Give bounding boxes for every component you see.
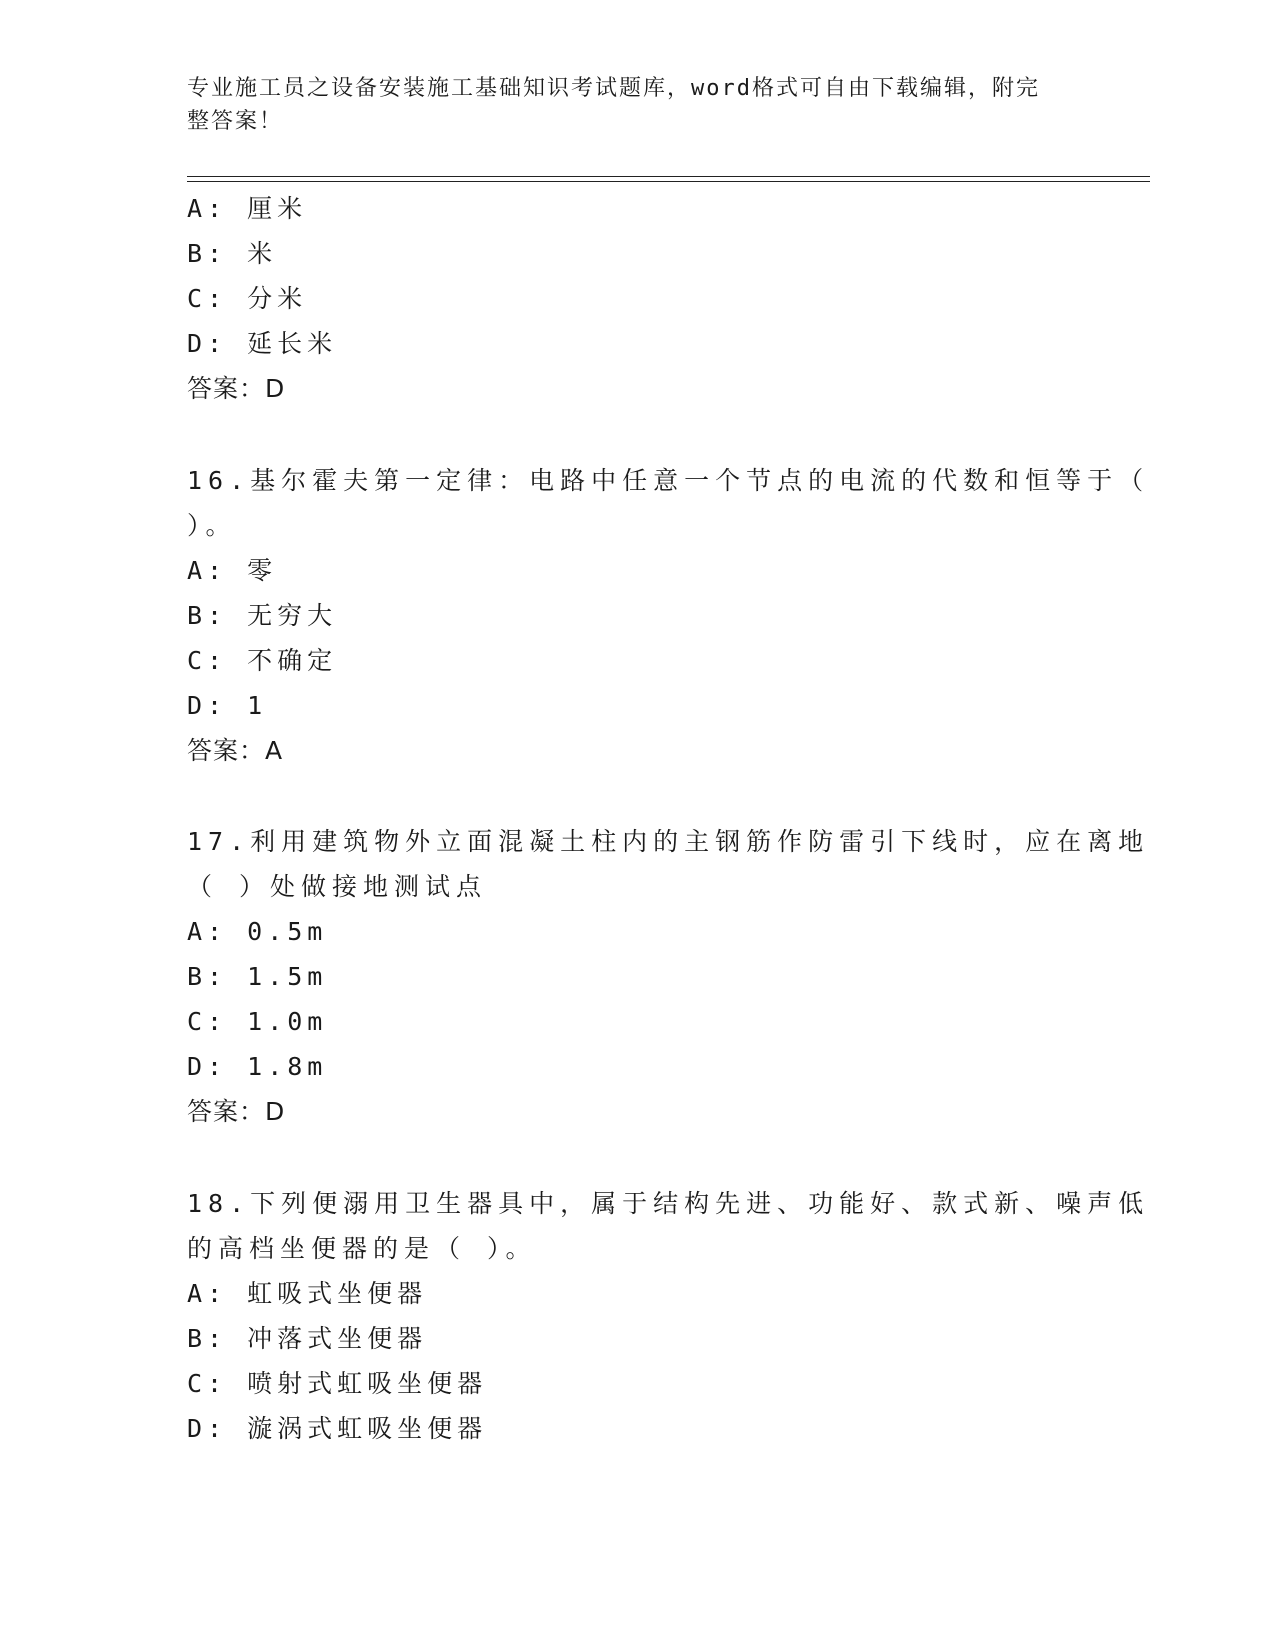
q17-option-c: C: 1.0m	[187, 1007, 328, 1036]
q16-answer: 答案：A	[187, 736, 284, 765]
q17-stem-line-1: 17.利用建筑物外立面混凝土柱内的主钢筋作防雷引下线时，应在离地	[187, 827, 1150, 856]
q17-option-b: B: 1.5m	[187, 962, 328, 991]
q17-option-a: A: 0.5m	[187, 917, 328, 946]
q17-answer: 答案：D	[187, 1097, 286, 1126]
header-line-1: 专业施工员之设备安装施工基础知识考试题库，word格式可自由下载编辑，附完	[187, 76, 1040, 101]
q18-option-b: B: 冲落式坐便器	[187, 1324, 428, 1353]
q16-stem-line-2: ）。	[187, 511, 237, 540]
q18-option-d: D: 漩涡式虹吸坐便器	[187, 1414, 488, 1443]
q16-stem-line-1: 16.基尔霍夫第一定律：电路中任意一个节点的电流的代数和恒等于（	[187, 466, 1150, 495]
q15-option-a: A: 厘米	[187, 194, 308, 223]
q15-option-b: B: 米	[187, 239, 278, 268]
q16-option-b: B: 无穷大	[187, 601, 338, 630]
q17-option-d: D: 1.8m	[187, 1052, 328, 1081]
q18-stem-line-1: 18.下列便溺用卫生器具中，属于结构先进、功能好、款式新、噪声低	[187, 1189, 1150, 1218]
header-line-2: 整答案！	[187, 109, 284, 134]
q18-stem-line-2: 的高档坐便器的是（ ）。	[187, 1234, 537, 1263]
q16-option-c: C: 不确定	[187, 646, 338, 675]
header-divider-bottom	[187, 181, 1150, 182]
q18-option-a: A: 虹吸式坐便器	[187, 1279, 428, 1308]
header-divider-top	[187, 176, 1150, 177]
document-header	[187, 72, 1067, 138]
q18-option-c: C: 喷射式虹吸坐便器	[187, 1369, 488, 1398]
q17-stem-line-2: （ ）处做接地测试点	[187, 872, 488, 901]
q16-option-d: D: 1	[187, 691, 268, 720]
q16-option-a: A: 零	[187, 556, 278, 585]
q15-option-c: C: 分米	[187, 284, 308, 313]
q15-answer: 答案：D	[187, 374, 286, 403]
q15-option-d: D: 延长米	[187, 329, 338, 358]
